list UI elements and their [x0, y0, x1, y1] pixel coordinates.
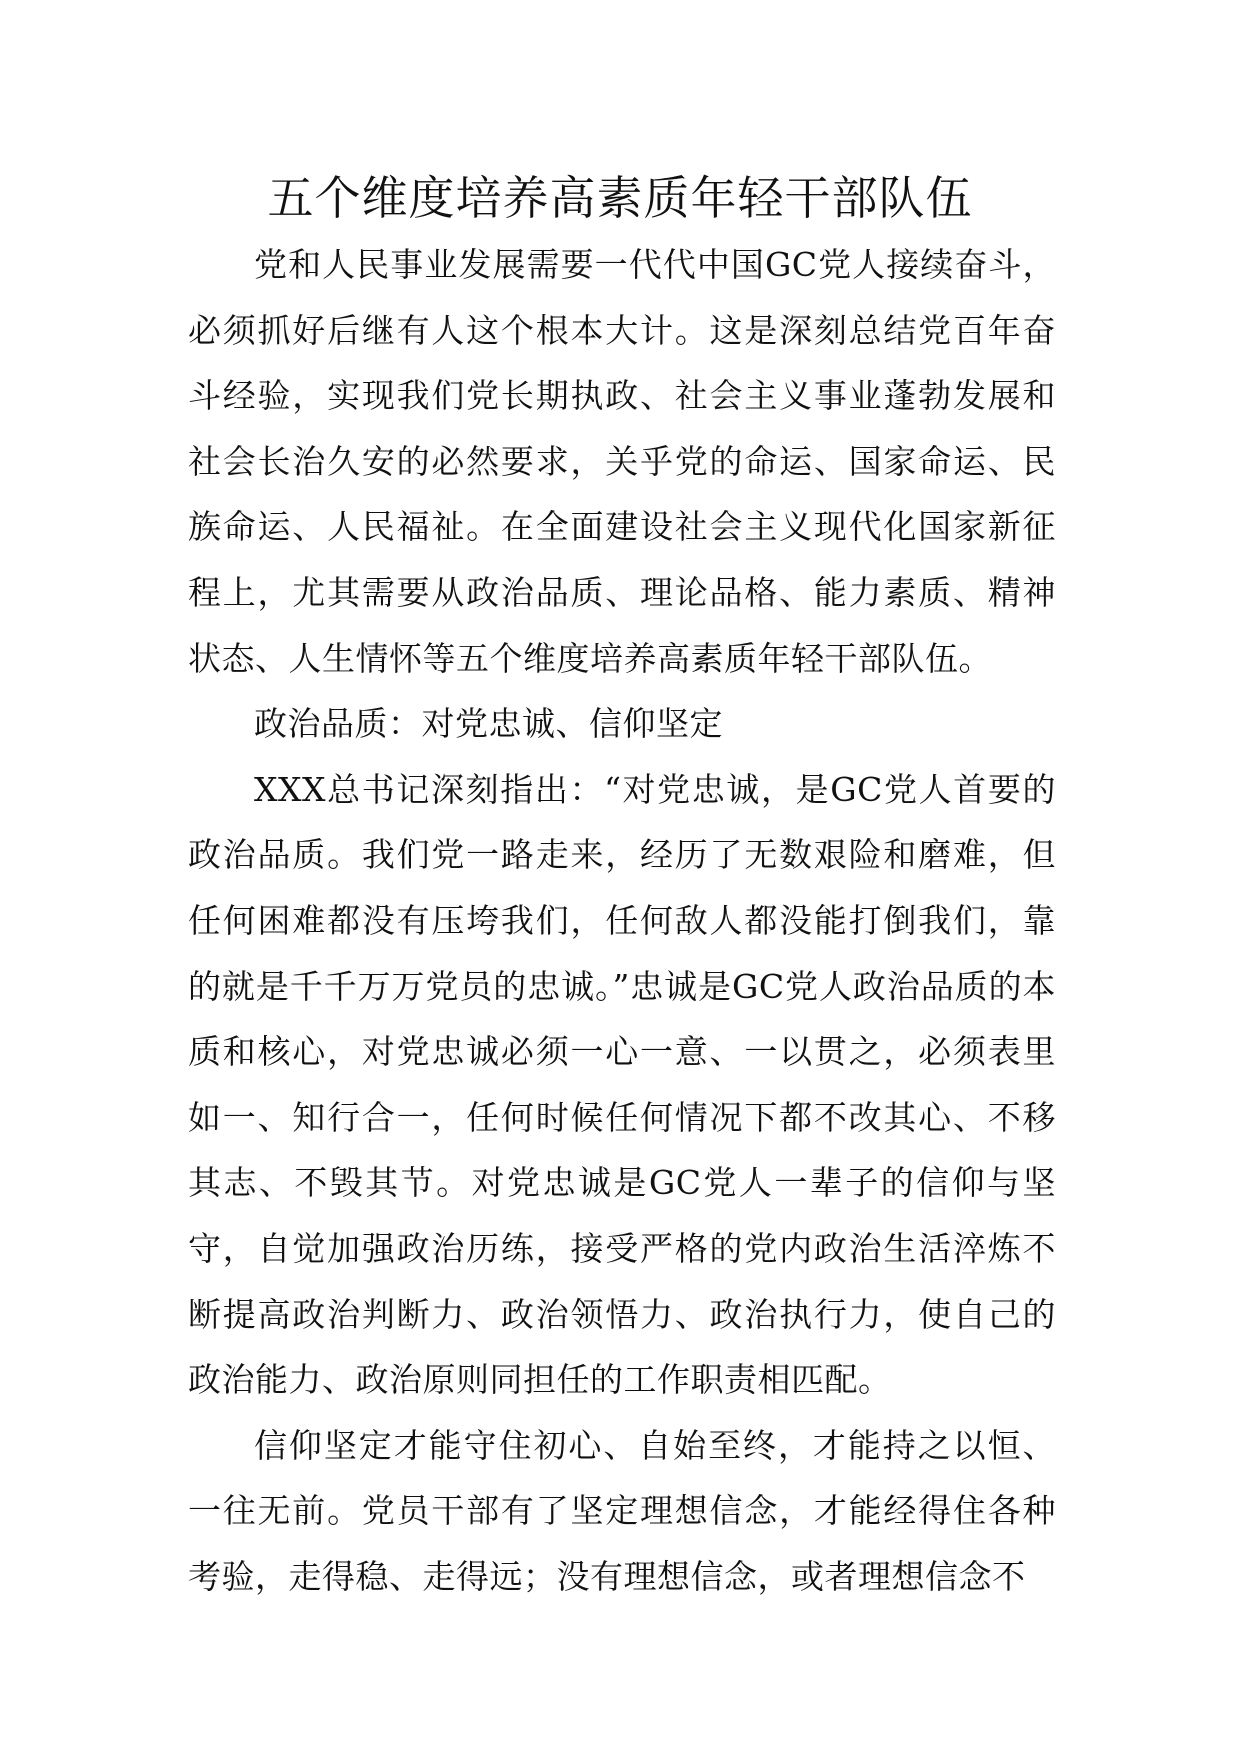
document-body: [188, 232, 1056, 1609]
document-title: 五个维度培养高素质年轻干部队伍: [267, 171, 973, 225]
paragraph-intro: 党和人民事业发展需要一代代中国GC党人接续奋斗，必须抓好后继有人这个根本大计。这是深刻总结党百年奋斗经验，实现我们党长期执政、社会主义事业蓬勃发展和社会长治久安的必然要求，关乎党的命运、国家命运、民族命运、人民福祉。在全面建设社会主义现代化国家新征程上，尤其需要从政治品质、理论品格、能力素质、精神状态、人生情怀等五个维度培养高素质年轻干部队伍。: [188, 245, 1056, 678]
paragraph-loyalty: XXX总书记深刻指出：“对党忠诚，是GC党人首要的政治品质。我们党一路走来，经历了无数艰险和磨难，但任何困难都没有压垮我们，任何敌人都没能打倒我们，靠的就是千千万万党员的忠诚。”忠诚是GC党人政治品质的本质和核心，对党忠诚必须一心一意、一以贯之，必须表里如一、知行合一，任何时候任何情况下都不改其心、不移其志、不毁其节。对党忠诚是GC党人一辈子的信仰与坚守，自觉加强政治历练，接受严格的党内政治生活淬炼不断提高政治判断力、政治领悟力、政治执行力，使自己的政治能力、政治原则同担任的工作职责相匹配。: [188, 769, 1056, 1400]
section-heading-political-quality: 政治品质：对党忠诚、信仰坚定: [254, 704, 723, 744]
paragraph-faith: 信仰坚定才能守住初心、自始至终，才能持之以恒、一往无前。党员干部有了坚定理想信念，才能经得住各种考验，走得稳、走得远；没有理想信念，或者理想信念不: [188, 1425, 1056, 1596]
